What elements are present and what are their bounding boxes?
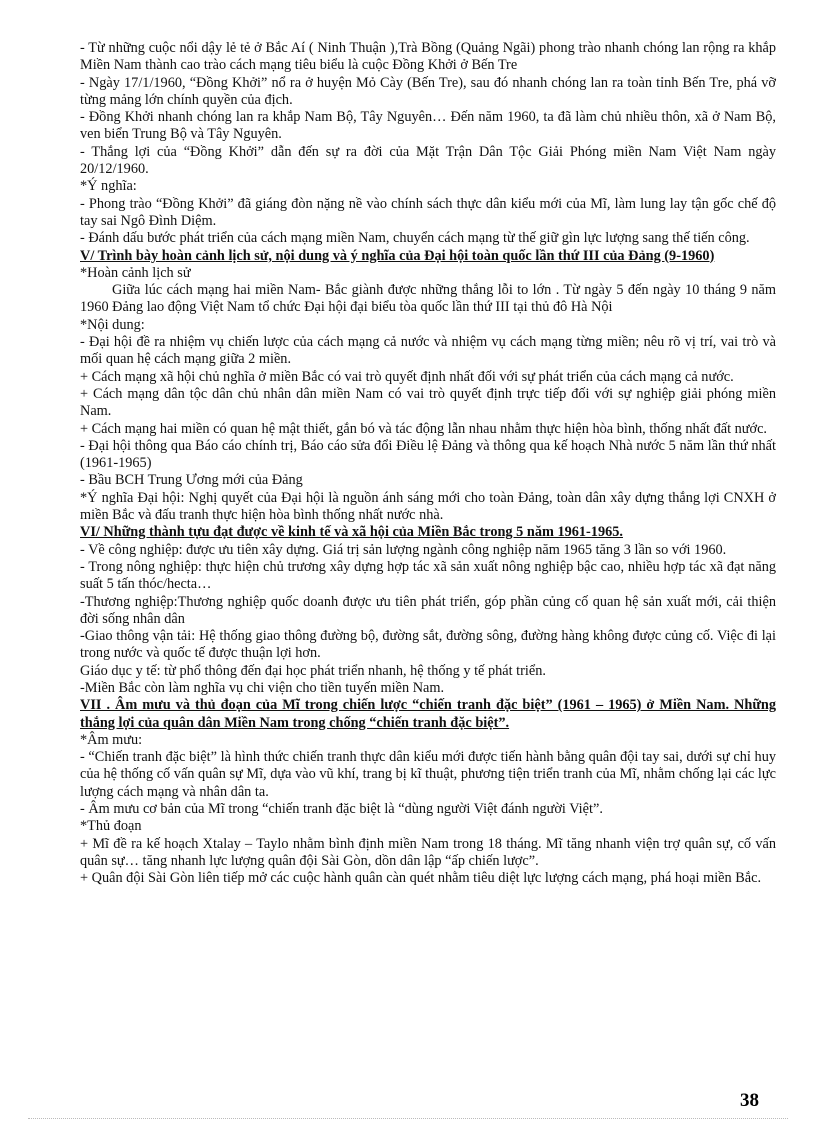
paragraph: + Cách mạng xã hội chủ nghĩa ở miền Bắc có vai trò quyết định nhất đối với sự phát triển của cách mạng cả nước.: [80, 368, 734, 385]
paragraph: - Từ những cuộc nổi dậy lẻ tẻ ở Bắc Aí ( Ninh Thuận ),Trà Bồng (Quảng Ngãi) phong trào nhanh chóng lan rộng ra khắp Miền Nam thành cao trào cách mạng tiêu biểu là cuộc Đồng Khởi ở Bến Tre: [80, 40, 776, 74]
paragraph: Giữa lúc cách mạng hai miền Nam- Bắc giành được những thắng lỗi to lớn . Từ ngày 5 đến ngày 10 tháng 9 năm 1960 Đảng lao động Việt Nam tổ chức Đại hội đại biểu tòa quốc lần thứ III tại thủ đô Hà Nội: [80, 282, 776, 316]
paragraph: Giáo dục y tế: từ phổ thông đến đại học phát triển nhanh, hệ thống y tế phát triển.: [80, 662, 546, 679]
section-heading-vi: VI/ Những thành tựu đạt được về kinh tế và xã hội của Miền Bắc trong 5 năm 1961-1965.: [80, 524, 623, 541]
paragraph: + Quân đội Sài Gòn liên tiếp mở các cuộc hành quân càn quét nhằm tiêu diệt lực lượng cách mạng, phá hoại miền Bắc.: [80, 870, 762, 887]
paragraph: *Nội dung:: [80, 316, 145, 333]
paragraph: -Thương nghiệp:Thương nghiệp quốc doanh được ưu tiên phát triển, góp phần củng cố quan hệ sản xuất mới, cải thiện đời sống nhân dân: [80, 593, 776, 627]
paragraph: - Ngày 17/1/1960, “Đồng Khởi” nổ ra ở huyện Mỏ Cày (Bến Tre), sau đó nhanh chóng lan ra toàn tỉnh Bến Tre, phá vỡ từng mảng lớn chính quyền của địch.: [80, 74, 776, 108]
paragraph: - Trong nông nghiệp: thực hiện chủ trương xây dựng hợp tác xã sản xuất nông nghiệp bậc cao, nhiều hợp tác xã đạt năng suất 5 tấn thóc/hecta…: [80, 558, 776, 593]
paragraph: - Đồng Khởi nhanh chóng lan ra khắp Nam Bộ, Tây Nguyên… Đến năm 1960, ta đã làm chủ nhiều thôn, xã ở Nam Bộ, ven biển Trung Bộ và Tây Nguyên.: [80, 109, 776, 143]
paragraph: *Hoàn cảnh lịch sử: [80, 264, 191, 281]
section-heading-v: V/ Trình bày hoàn cảnh lịch sử, nội dung và ý nghĩa của Đại hội toàn quốc lần thứ III của Đảng (9-1960): [80, 247, 715, 264]
paragraph: - “Chiến tranh đặc biệt” là hình thức chiến tranh thực dân kiểu mới được tiến hành bằng quân đội tay sai, dưới sự chỉ huy của hệ thống cố vấn quân sự Mĩ, dựa vào vũ khí, trang bị kĩ thuật, phương tiện triển tranh của Mĩ, nhằm chống lại các lực lượng cách mạng và nhân dân ta.: [80, 749, 776, 800]
paragraph: - Thắng lợi của “Đồng Khởi” dẫn đến sự ra đời của Mặt Trận Dân Tộc Giải Phóng miền Nam Việt Nam ngày 20/12/1960.: [80, 143, 776, 178]
paragraph: - Âm mưu cơ bản của Mĩ trong “chiến tranh đặc biệt là “dùng người Việt đánh người Việt”.: [80, 801, 603, 818]
footer-divider: [28, 1118, 788, 1119]
paragraph: - Phong trào “Đồng Khởi” đã giáng đòn nặng nề vào chính sách thực dân kiểu mới của Mĩ, làm lung lay tận gốc chế độ tay sai Ngô Đình Diệm.: [80, 195, 776, 229]
page-number: 38: [740, 1090, 759, 1111]
paragraph: + Mĩ đề ra kế hoạch Xtalay – Taylo nhằm bình định miền Nam trong 18 tháng. Mĩ tăng nhanh viện trợ quân sự, cố vấn quân sự… tăng nhanh lực lượng quân đội Sài Gòn, dồn dân lập “ấp chiến lược”.: [80, 835, 776, 869]
paragraph: *Ý nghĩa:: [80, 178, 137, 195]
paragraph: + Cách mạng hai miền có quan hệ mật thiết, gắn bó và tác động lẫn nhau nhằm thực hiện hòa bình, thống nhất đất nước.: [80, 420, 768, 437]
section-heading-vii: VII . Âm mưu và thủ đoạn của Mĩ trong chiến lược “chiến tranh đặc biệt” (1961 – 1965) ở Miền Nam. Những thắng lợi của quân dân Miền Nam trong chống “chiến tranh đặc biệt”.: [80, 697, 776, 731]
paragraph: + Cách mạng dân tộc dân chủ nhân dân miền Nam có vai trò quyết định trực tiếp đối với sự nghiệp giải phóng miền Nam.: [80, 385, 776, 420]
paragraph: *Âm mưu:: [80, 731, 143, 748]
paragraph: - Đại hội đề ra nhiệm vụ chiến lược của cách mạng cả nước và nhiệm vụ cách mạng từng miền; nêu rõ vị trí, vai trò và mối quan hệ cách mạng giữa 2 miền.: [80, 334, 776, 368]
paragraph: *Ý nghĩa Đại hội: Nghị quyết của Đại hội là nguồn ánh sáng mới cho toàn Đảng, toàn dân xây dựng thắng lợi CNXH ở miền Bắc và đấu tranh thực hiện hòa bình thống nhất nước nhà.: [80, 489, 776, 524]
paragraph: - Bầu BCH Trung Ương mới của Đảng: [80, 472, 303, 489]
paragraph: *Thủ đoạn: [80, 818, 142, 835]
paragraph: - Về công nghiệp: được ưu tiên xây dựng. Giá trị sản lượng ngành công nghiệp năm 1965 tăng 3 lần so với 1960.: [80, 541, 727, 558]
paragraph: - Đại hội thông qua Báo cáo chính trị, Báo cáo sửa đổi Điều lệ Đảng và thông qua kế hoạch Nhà nước 5 năm lần thứ nhất (1961-1965): [80, 437, 776, 472]
paragraph: -Giao thông vận tải: Hệ thống giao thông đường bộ, đường sắt, đường sông, đường hàng không được củng cố. Việc đi lại trong nước và quốc tế được thuận lợi hơn.: [80, 628, 776, 662]
document-body: [80, 40, 776, 888]
paragraph: - Đánh dấu bước phát triển của cách mạng miền Nam, chuyển cách mạng từ thế giữ gìn lực lượng sang thế tiến công.: [80, 230, 750, 247]
paragraph: -Miền Bắc còn làm nghĩa vụ chi viện cho tiền tuyến miền Nam.: [80, 679, 445, 696]
